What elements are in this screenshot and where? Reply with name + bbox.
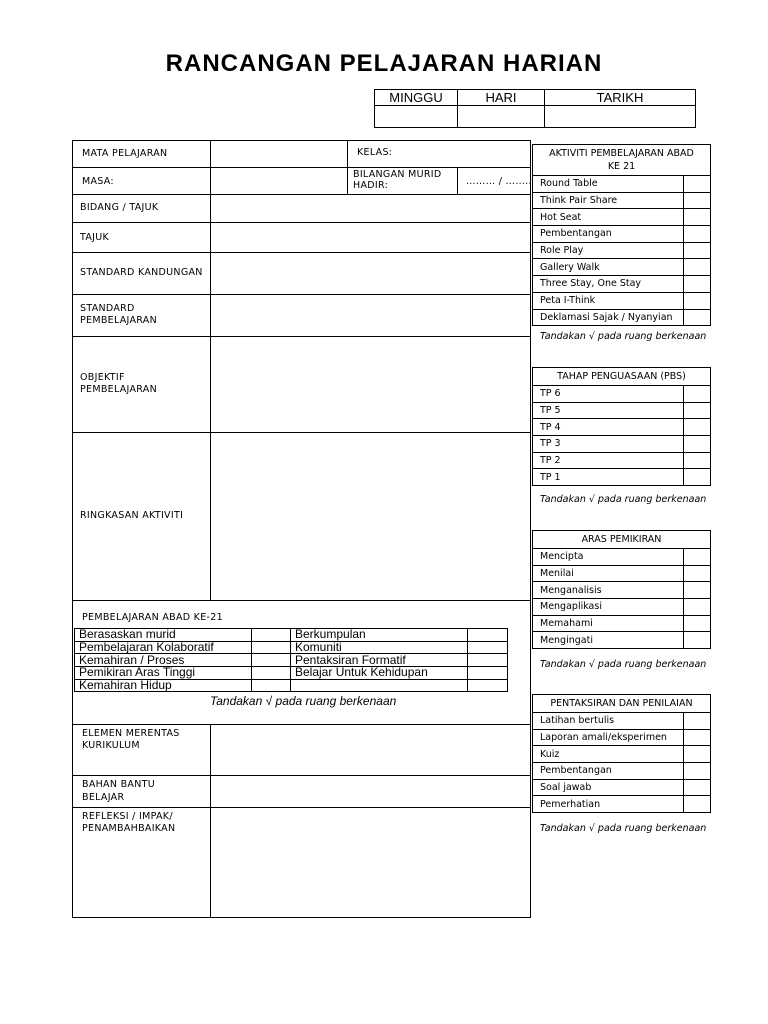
aras-checkbox[interactable] xyxy=(684,632,711,649)
tahap-item: TP 5 xyxy=(533,402,684,419)
aras-item: Menilai xyxy=(533,565,684,582)
pentaksiran-checkbox[interactable] xyxy=(684,779,711,796)
hari-header: HARI xyxy=(458,90,545,106)
pentaksiran-item: Latihan bertulis xyxy=(533,713,684,730)
pentaksiran-table xyxy=(532,694,711,813)
aktiviti-checkbox[interactable] xyxy=(684,242,711,259)
aktiviti-checkbox[interactable] xyxy=(684,192,711,209)
aras-checkbox[interactable] xyxy=(684,549,711,566)
tahap-checkbox[interactable] xyxy=(684,386,711,403)
abad-checkbox[interactable] xyxy=(252,679,291,692)
bidang-tajuk-field[interactable] xyxy=(211,195,530,222)
mata-pelajaran-field[interactable] xyxy=(211,141,346,167)
bahan-bantu-label: BAHAN BANTU BELAJAR xyxy=(82,779,155,803)
aras-checkbox[interactable] xyxy=(684,599,711,616)
aras-note: Tandakan √ pada ruang berkenaan xyxy=(540,659,707,670)
masa-field[interactable] xyxy=(211,168,346,194)
abad-checkbox[interactable] xyxy=(252,629,291,642)
kelas-label: KELAS: xyxy=(357,147,393,158)
tahap-item: TP 3 xyxy=(533,436,684,453)
aktiviti-item: Peta I-Think xyxy=(533,292,684,309)
aktiviti-item: Role Play xyxy=(533,242,684,259)
aktiviti-checkbox[interactable] xyxy=(684,176,711,193)
abad-checkbox[interactable] xyxy=(468,679,508,692)
abad-item-right: Pentaksiran Formatif xyxy=(291,654,468,667)
elemen-merentas-label: ELEMEN MERENTAS KURIKULUM xyxy=(82,728,180,751)
abad-item-left: Berasaskan murid xyxy=(75,629,252,642)
abad-ke-21-heading: PEMBELAJARAN ABAD KE-21 xyxy=(82,612,223,623)
abad-item-left: Kemahiran Hidup xyxy=(75,679,252,692)
masa-label: MASA: xyxy=(82,176,114,187)
abad-checkbox[interactable] xyxy=(468,654,508,667)
abad-item-left: Pembelajaran Kolaboratif xyxy=(75,641,252,654)
abad-checkbox[interactable] xyxy=(252,667,291,680)
aktiviti-heading: AKTIVITI PEMBELAJARAN ABAD KE 21 xyxy=(533,145,711,176)
aras-item: Mencipta xyxy=(533,549,684,566)
mata-pelajaran-label: MATA PELAJARAN xyxy=(82,148,168,159)
ringkasan-aktiviti-field[interactable] xyxy=(211,433,530,600)
aras-pemikiran-table xyxy=(532,530,711,649)
pentaksiran-heading: PENTAKSIRAN DAN PENILAIAN xyxy=(533,695,711,713)
abad-ke-21-note: Tandakan √ pada ruang berkenaan xyxy=(210,694,397,708)
bilangan-murid-label: BILANGAN MURID HADIR: xyxy=(353,169,442,191)
abad-checkbox[interactable] xyxy=(468,667,508,680)
aktiviti-item: Three Stay, One Stay xyxy=(533,276,684,293)
pentaksiran-item: Laporan amali/eksperimen xyxy=(533,729,684,746)
pentaksiran-checkbox[interactable] xyxy=(684,746,711,763)
aktiviti-item: Pembentangan xyxy=(533,226,684,243)
bidang-tajuk-label: BIDANG / TAJUK xyxy=(80,202,159,213)
abad-item-right: Berkumpulan xyxy=(291,629,468,642)
tahap-item: TP 1 xyxy=(533,469,684,486)
pentaksiran-checkbox[interactable] xyxy=(684,729,711,746)
aktiviti-item: Hot Seat xyxy=(533,209,684,226)
abad-checkbox[interactable] xyxy=(252,641,291,654)
aktiviti-note: Tandakan √ pada ruang berkenaan xyxy=(540,331,707,342)
elemen-merentas-field[interactable] xyxy=(211,725,530,775)
aktiviti-checkbox[interactable] xyxy=(684,226,711,243)
aras-item: Memahami xyxy=(533,615,684,632)
pentaksiran-note: Tandakan √ pada ruang berkenaan xyxy=(540,823,707,834)
aktiviti-item: Deklamasi Sajak / Nyanyian xyxy=(533,309,684,326)
tahap-penguasaan-table xyxy=(532,367,711,486)
pentaksiran-checkbox[interactable] xyxy=(684,713,711,730)
tahap-item: TP 2 xyxy=(533,452,684,469)
abad-item-right: Komuniti xyxy=(291,641,468,654)
abad-item-left: Pemikiran Aras Tinggi xyxy=(75,667,252,680)
tahap-checkbox[interactable] xyxy=(684,402,711,419)
tahap-checkbox[interactable] xyxy=(684,419,711,436)
aras-item: Mengaplikasi xyxy=(533,599,684,616)
pentaksiran-item: Soal jawab xyxy=(533,779,684,796)
abad-checkbox[interactable] xyxy=(252,654,291,667)
aktiviti-item: Think Pair Share xyxy=(533,192,684,209)
tajuk-label: TAJUK xyxy=(80,232,110,243)
pentaksiran-item: Pembentangan xyxy=(533,763,684,780)
aktiviti-checkbox[interactable] xyxy=(684,292,711,309)
aras-checkbox[interactable] xyxy=(684,615,711,632)
tarikh-field[interactable] xyxy=(545,106,696,128)
abad-checkbox[interactable] xyxy=(468,641,508,654)
aktiviti-checkbox[interactable] xyxy=(684,259,711,276)
tarikh-header: TARIKH xyxy=(545,90,696,106)
kelas-field[interactable] xyxy=(400,141,530,167)
page-title: RANCANGAN PELAJARAN HARIAN xyxy=(165,50,603,77)
standard-kandungan-field[interactable] xyxy=(211,253,530,294)
tahap-heading: TAHAP PENGUASAAN (PBS) xyxy=(533,368,711,386)
aktiviti-checkbox[interactable] xyxy=(684,276,711,293)
bahan-bantu-field[interactable] xyxy=(211,776,530,807)
aras-item: Menganalisis xyxy=(533,582,684,599)
abad-item-right: Belajar Untuk Kehidupan xyxy=(291,667,468,680)
pentaksiran-checkbox[interactable] xyxy=(684,763,711,780)
pentaksiran-checkbox[interactable] xyxy=(684,796,711,813)
aras-item: Mengingati xyxy=(533,632,684,649)
abad-item-left: Kemahiran / Proses xyxy=(75,654,252,667)
abad-checkbox[interactable] xyxy=(468,629,508,642)
objektif-label: OBJEKTIF PEMBELAJARAN xyxy=(80,372,158,395)
tahap-item: TP 4 xyxy=(533,419,684,436)
tahap-checkbox[interactable] xyxy=(684,469,711,486)
bilangan-murid-value[interactable]: ……… / …….. xyxy=(466,176,532,187)
refleksi-label: REFLEKSI / IMPAK/ PENAMBAHBAIKAN xyxy=(82,811,176,834)
tahap-checkbox[interactable] xyxy=(684,452,711,469)
abad-ke-21-table xyxy=(74,628,508,692)
aktiviti-checkbox[interactable] xyxy=(684,309,711,326)
aras-checkbox[interactable] xyxy=(684,565,711,582)
pentaksiran-item: Kuiz xyxy=(533,746,684,763)
tahap-note: Tandakan √ pada ruang berkenaan xyxy=(540,494,707,505)
tahap-checkbox[interactable] xyxy=(684,436,711,453)
minggu-header: MINGGU xyxy=(375,90,458,106)
minggu-field[interactable] xyxy=(375,106,458,128)
aktiviti-checkbox[interactable] xyxy=(684,209,711,226)
aras-checkbox[interactable] xyxy=(684,582,711,599)
pentaksiran-item: Pemerhatian xyxy=(533,796,684,813)
aktiviti-item: Gallery Walk xyxy=(533,259,684,276)
week-day-date-table xyxy=(374,89,696,128)
abad-item-right xyxy=(291,679,468,692)
aktiviti-item: Round Table xyxy=(533,176,684,193)
standard-pembelajaran-label: STANDARD PEMBELAJARAN xyxy=(80,303,158,326)
tahap-item: TP 6 xyxy=(533,386,684,403)
standard-kandungan-label: STANDARD KANDUNGAN xyxy=(80,267,203,278)
hari-field[interactable] xyxy=(458,106,545,128)
aktiviti-abad-21-table xyxy=(532,144,711,326)
tajuk-field[interactable] xyxy=(211,223,530,252)
standard-pembelajaran-field[interactable] xyxy=(211,295,530,336)
ringkasan-aktiviti-label: RINGKASAN AKTIVITI xyxy=(80,510,184,521)
aras-heading: ARAS PEMIKIRAN xyxy=(533,531,711,549)
objektif-field[interactable] xyxy=(211,337,530,432)
refleksi-field[interactable] xyxy=(211,808,530,917)
